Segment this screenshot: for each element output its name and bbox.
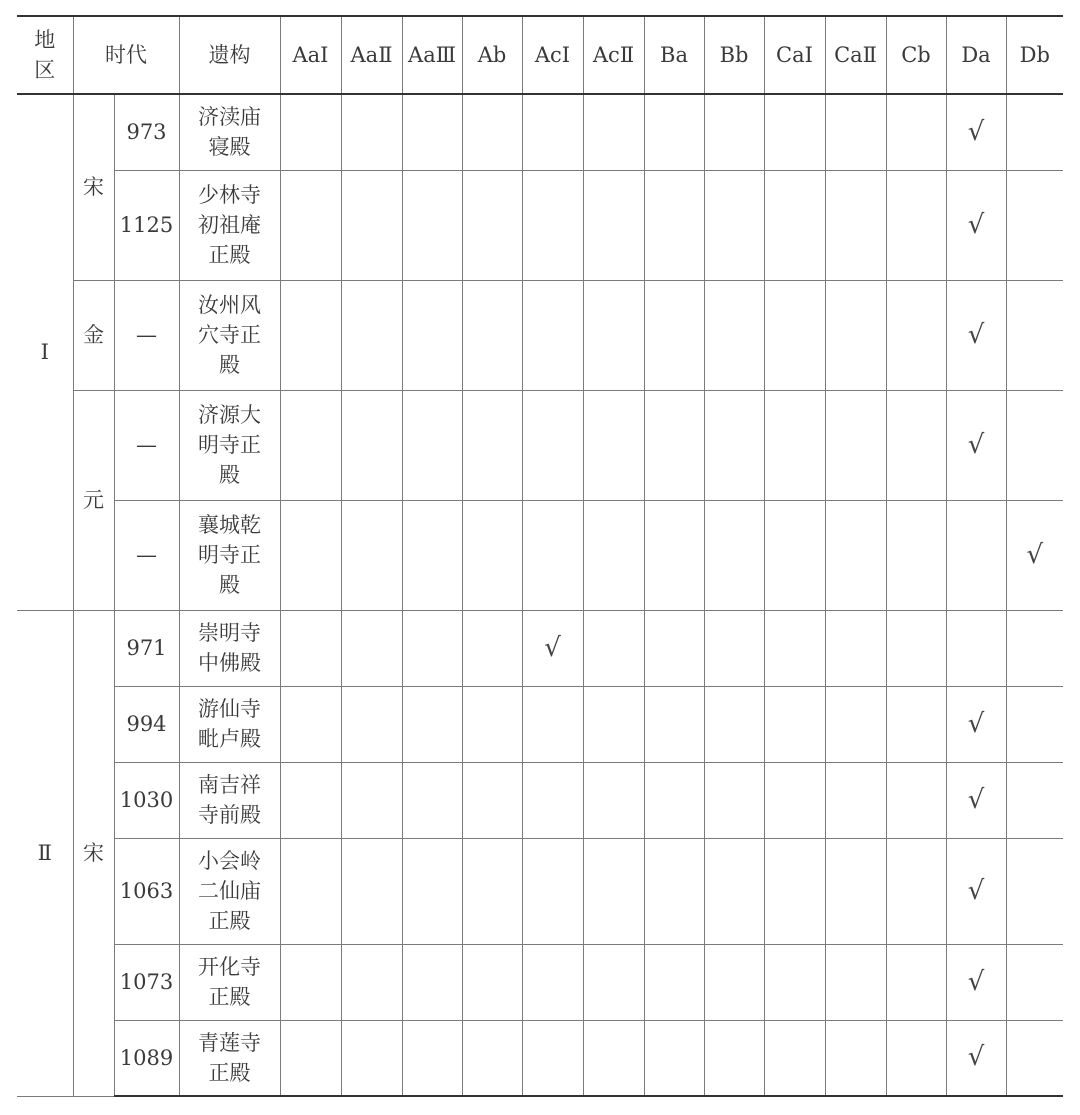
type-cell bbox=[583, 280, 644, 390]
type-cell bbox=[1006, 390, 1063, 500]
type-cell bbox=[462, 686, 522, 762]
type-cell bbox=[764, 944, 825, 1020]
header-type: AaⅡ bbox=[341, 16, 402, 94]
type-cell bbox=[886, 94, 946, 170]
header-type: Ab bbox=[462, 16, 522, 94]
type-cell bbox=[825, 610, 886, 686]
check-mark: √ bbox=[967, 319, 985, 350]
header-type: Db bbox=[1006, 16, 1063, 94]
header-type: CaⅡ bbox=[825, 16, 886, 94]
type-cell bbox=[522, 1020, 583, 1096]
type-cell bbox=[764, 1020, 825, 1096]
type-cell bbox=[402, 762, 462, 838]
type-cell bbox=[764, 762, 825, 838]
type-cell bbox=[764, 94, 825, 170]
header-type: AaⅠ bbox=[280, 16, 341, 94]
type-cell bbox=[583, 390, 644, 500]
type-cell bbox=[1006, 838, 1063, 944]
type-cell bbox=[704, 838, 764, 944]
type-cell bbox=[825, 838, 886, 944]
type-cell bbox=[402, 944, 462, 1020]
type-cell bbox=[583, 1020, 644, 1096]
cropped-caption-area bbox=[0, 0, 1080, 14]
header-type: CaⅠ bbox=[764, 16, 825, 94]
type-cell bbox=[522, 762, 583, 838]
table-row bbox=[17, 170, 1063, 280]
type-cell bbox=[644, 944, 704, 1020]
type-cell bbox=[1006, 686, 1063, 762]
check-mark: √ bbox=[544, 632, 561, 663]
type-cell bbox=[341, 390, 402, 500]
type-cell bbox=[522, 500, 583, 610]
table-row bbox=[17, 280, 1063, 390]
type-cell bbox=[583, 610, 644, 686]
year-cell: 1073 bbox=[114, 944, 179, 1020]
type-cell bbox=[946, 686, 1006, 762]
check-mark: √ bbox=[967, 708, 985, 739]
type-cell bbox=[341, 280, 402, 390]
type-cell bbox=[280, 94, 341, 170]
type-cell bbox=[825, 686, 886, 762]
table-row bbox=[17, 838, 1063, 944]
type-cell bbox=[341, 838, 402, 944]
type-cell bbox=[462, 390, 522, 500]
check-mark: √ bbox=[967, 209, 985, 240]
site-cell: 南吉祥 寺前殿 bbox=[179, 762, 280, 838]
table-header bbox=[17, 16, 1063, 94]
type-cell bbox=[704, 170, 764, 280]
type-cell bbox=[886, 610, 946, 686]
site-cell: 崇明寺 中佛殿 bbox=[179, 610, 280, 686]
type-cell bbox=[402, 838, 462, 944]
type-cell bbox=[825, 944, 886, 1020]
year-cell: 971 bbox=[114, 610, 179, 686]
year-cell: — bbox=[114, 390, 179, 500]
header-type: Cb bbox=[886, 16, 946, 94]
type-cell bbox=[946, 390, 1006, 500]
type-cell bbox=[280, 1020, 341, 1096]
type-cell bbox=[402, 500, 462, 610]
check-mark: √ bbox=[967, 966, 985, 997]
site-cell: 小会岭 二仙庙 正殿 bbox=[179, 838, 280, 944]
type-cell bbox=[1006, 94, 1063, 170]
type-cell bbox=[644, 838, 704, 944]
dynasty-cell: 宋 bbox=[73, 94, 114, 280]
type-cell bbox=[764, 390, 825, 500]
type-cell bbox=[402, 1020, 462, 1096]
table-row bbox=[17, 94, 1063, 170]
type-cell bbox=[886, 944, 946, 1020]
type-cell bbox=[522, 390, 583, 500]
type-cell bbox=[1006, 944, 1063, 1020]
type-cell bbox=[462, 944, 522, 1020]
type-cell bbox=[946, 762, 1006, 838]
year-cell: 1125 bbox=[114, 170, 179, 280]
table-row bbox=[17, 686, 1063, 762]
type-cell bbox=[704, 1020, 764, 1096]
site-cell: 汝州风 穴寺正 殿 bbox=[179, 280, 280, 390]
type-cell bbox=[280, 610, 341, 686]
type-cell bbox=[764, 686, 825, 762]
type-cell bbox=[341, 500, 402, 610]
header-type: AcⅠ bbox=[522, 16, 583, 94]
type-cell bbox=[462, 838, 522, 944]
type-cell bbox=[1006, 762, 1063, 838]
type-cell bbox=[280, 838, 341, 944]
type-cell bbox=[341, 170, 402, 280]
type-cell bbox=[946, 944, 1006, 1020]
year-cell: 994 bbox=[114, 686, 179, 762]
header-period: 时代 bbox=[73, 16, 179, 94]
check-mark: √ bbox=[1026, 539, 1044, 570]
site-cell: 少林寺 初祖庵 正殿 bbox=[179, 170, 280, 280]
type-cell bbox=[946, 280, 1006, 390]
type-cell bbox=[644, 762, 704, 838]
site-cell: 襄城乾 明寺正 殿 bbox=[179, 500, 280, 610]
type-cell bbox=[644, 610, 704, 686]
table-row bbox=[17, 762, 1063, 838]
type-cell bbox=[462, 94, 522, 170]
type-cell bbox=[341, 762, 402, 838]
header-type: Da bbox=[946, 16, 1006, 94]
type-cell bbox=[402, 280, 462, 390]
type-cell bbox=[644, 170, 704, 280]
type-cell bbox=[583, 686, 644, 762]
type-cell bbox=[1006, 1020, 1063, 1096]
type-cell bbox=[764, 170, 825, 280]
type-cell bbox=[825, 762, 886, 838]
type-cell bbox=[280, 762, 341, 838]
year-cell: — bbox=[114, 500, 179, 610]
type-cell bbox=[522, 94, 583, 170]
type-cell bbox=[886, 1020, 946, 1096]
dynasty-cell: 元 bbox=[73, 390, 114, 610]
type-cell bbox=[886, 390, 946, 500]
check-mark: √ bbox=[967, 784, 985, 815]
type-cell bbox=[644, 686, 704, 762]
type-cell bbox=[764, 610, 825, 686]
type-cell bbox=[462, 610, 522, 686]
dynasty-cell: 宋 bbox=[73, 610, 114, 1096]
site-cell: 青莲寺 正殿 bbox=[179, 1020, 280, 1096]
type-cell bbox=[946, 500, 1006, 610]
site-cell: 开化寺 正殿 bbox=[179, 944, 280, 1020]
header-region-label: 地区 bbox=[34, 28, 56, 82]
check-mark: √ bbox=[967, 1042, 985, 1073]
type-cell bbox=[522, 170, 583, 280]
type-cell bbox=[280, 944, 341, 1020]
region-cell: Ⅰ bbox=[17, 94, 73, 610]
type-cell bbox=[825, 170, 886, 280]
type-cell bbox=[886, 170, 946, 280]
type-cell bbox=[825, 390, 886, 500]
type-cell bbox=[704, 280, 764, 390]
type-cell bbox=[341, 944, 402, 1020]
type-cell bbox=[946, 94, 1006, 170]
type-cell bbox=[280, 390, 341, 500]
type-cell bbox=[825, 94, 886, 170]
type-cell bbox=[462, 762, 522, 838]
year-cell: 1089 bbox=[114, 1020, 179, 1096]
type-cell bbox=[704, 762, 764, 838]
type-cell bbox=[946, 170, 1006, 280]
type-cell bbox=[462, 1020, 522, 1096]
type-cell bbox=[1006, 280, 1063, 390]
type-cell bbox=[886, 280, 946, 390]
type-cell bbox=[704, 944, 764, 1020]
type-cell bbox=[280, 170, 341, 280]
type-cell bbox=[886, 686, 946, 762]
type-cell bbox=[886, 838, 946, 944]
type-cell bbox=[1006, 500, 1063, 610]
type-cell bbox=[462, 170, 522, 280]
year-cell: 1030 bbox=[114, 762, 179, 838]
type-cell bbox=[825, 500, 886, 610]
type-cell bbox=[1006, 170, 1063, 280]
type-cell bbox=[644, 280, 704, 390]
type-cell bbox=[946, 1020, 1006, 1096]
header-type: Bb bbox=[704, 16, 764, 94]
type-cell bbox=[341, 610, 402, 686]
type-cell bbox=[583, 500, 644, 610]
type-cell bbox=[764, 280, 825, 390]
type-cell bbox=[522, 280, 583, 390]
type-cell bbox=[946, 838, 1006, 944]
type-cell bbox=[341, 686, 402, 762]
site-cell: 济渎庙 寝殿 bbox=[179, 94, 280, 170]
type-cell bbox=[583, 170, 644, 280]
type-cell bbox=[522, 686, 583, 762]
table-row bbox=[17, 1020, 1063, 1096]
type-cell bbox=[522, 610, 583, 686]
site-cell: 游仙寺 毗卢殿 bbox=[179, 686, 280, 762]
type-cell bbox=[1006, 610, 1063, 686]
type-cell bbox=[462, 500, 522, 610]
type-cell bbox=[583, 94, 644, 170]
type-cell bbox=[764, 500, 825, 610]
type-cell bbox=[280, 280, 341, 390]
region-cell: Ⅱ bbox=[17, 610, 73, 1096]
type-cell bbox=[644, 390, 704, 500]
year-cell: 973 bbox=[114, 94, 179, 170]
type-cell bbox=[280, 686, 341, 762]
type-cell bbox=[644, 94, 704, 170]
site-cell: 济源大 明寺正 殿 bbox=[179, 390, 280, 500]
type-cell bbox=[583, 762, 644, 838]
type-cell bbox=[764, 838, 825, 944]
type-cell bbox=[341, 94, 402, 170]
table-row bbox=[17, 944, 1063, 1020]
table-row bbox=[17, 610, 1063, 686]
check-mark: √ bbox=[967, 875, 985, 906]
type-cell bbox=[522, 944, 583, 1020]
type-cell bbox=[402, 390, 462, 500]
type-cell bbox=[704, 686, 764, 762]
type-cell bbox=[341, 1020, 402, 1096]
typology-table bbox=[17, 15, 1063, 1097]
header-region bbox=[17, 16, 73, 94]
type-cell bbox=[704, 610, 764, 686]
type-cell bbox=[462, 280, 522, 390]
type-cell bbox=[583, 944, 644, 1020]
type-cell bbox=[946, 610, 1006, 686]
check-mark: √ bbox=[967, 116, 985, 147]
header-type: AcⅡ bbox=[583, 16, 644, 94]
dynasty-cell: 金 bbox=[73, 280, 114, 390]
type-cell bbox=[825, 280, 886, 390]
table-row bbox=[17, 500, 1063, 610]
header-type: Ba bbox=[644, 16, 704, 94]
type-cell bbox=[522, 838, 583, 944]
table-row bbox=[17, 390, 1063, 500]
check-mark: √ bbox=[967, 429, 985, 460]
type-cell bbox=[402, 94, 462, 170]
type-cell bbox=[402, 686, 462, 762]
type-cell bbox=[704, 390, 764, 500]
header-site: 遗构 bbox=[179, 16, 280, 94]
type-cell bbox=[402, 170, 462, 280]
type-cell bbox=[886, 500, 946, 610]
type-cell bbox=[704, 500, 764, 610]
type-cell bbox=[280, 500, 341, 610]
header-type: AaⅢ bbox=[402, 16, 462, 94]
table-body bbox=[17, 94, 1063, 1096]
type-cell bbox=[583, 838, 644, 944]
type-cell bbox=[644, 500, 704, 610]
year-cell: — bbox=[114, 280, 179, 390]
type-cell bbox=[825, 1020, 886, 1096]
type-cell bbox=[704, 94, 764, 170]
type-cell bbox=[644, 1020, 704, 1096]
type-cell bbox=[886, 762, 946, 838]
type-cell bbox=[402, 610, 462, 686]
year-cell: 1063 bbox=[114, 838, 179, 944]
